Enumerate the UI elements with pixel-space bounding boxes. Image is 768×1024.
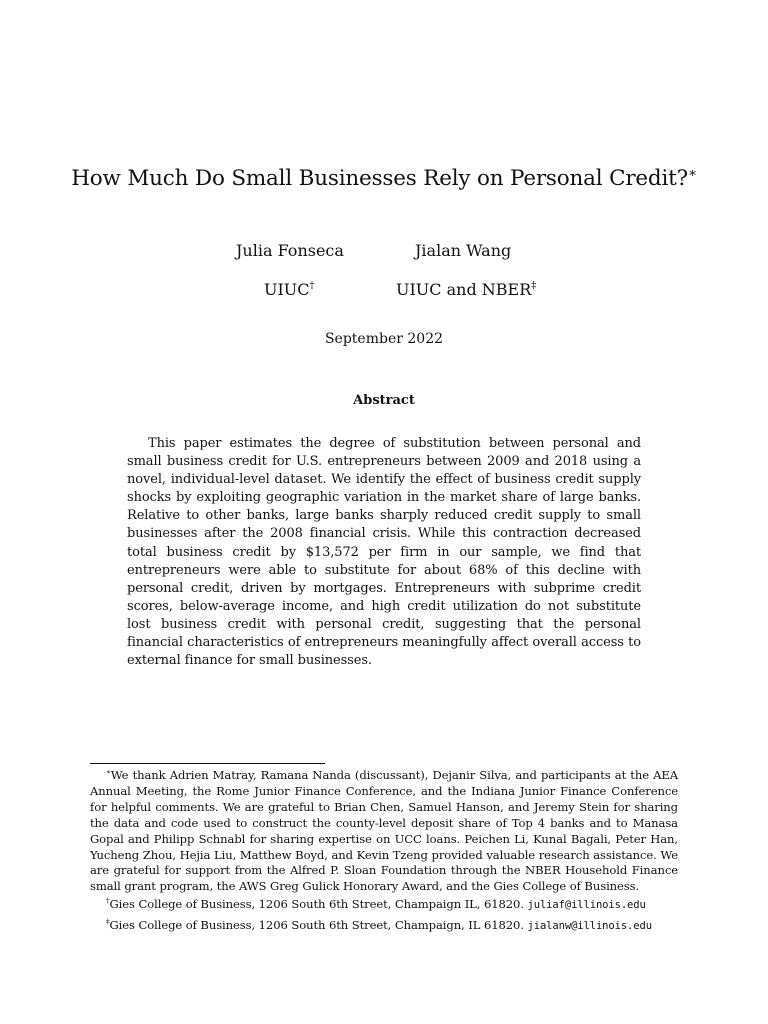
affiliation-mark-2: ‡ <box>531 280 537 292</box>
footnote-thanks-text: We thank Adrien Matray, Ramana Nanda (discussant), Dejanir Silva, and participants at the AEA Annual Meeting, the Rome Junior Finance Conference, and the Indiana Junior Finance Conference for helpful comments. We are grateful to Brian Chen, Samuel Hanson, and Jeremy Stein for sharing the data and code used to construct the county-level deposit share of Top 4 banks and to Manasa Gopal and Philipp Schnabl for sharing expertise on UCC loans. Peichen Li, Kunal Bagali, Peter Han, Yucheng Zhou, Hejia Liu, Matthew Boyd, and Kevin Tzeng provided valuable research assistance. We are grateful for support from the Alfred P. Sloan Foundation through the NBER Household Finance small grant program, the AWS Greg Gulick Honorary Award, and the Gies College of Business. <box>90 768 678 894</box>
footnote-author-2-address: Gies College of Business, 1206 South 6th Street, Champaign, IL 61820. <box>109 918 524 932</box>
paper-date: September 2022 <box>324 331 444 347</box>
title-footnote-mark: ∗ <box>687 165 697 181</box>
footnote-author-1-mark: † <box>106 896 110 906</box>
abstract-body: This paper estimates the degree of substitution between personal and small business credit for U.S. entrepreneurs between 2009 and 2018 using a novel, individual-level dataset. We identify the effect of business credit supply shocks by exploiting geographic variation in the market share of large banks. Relative to other banks, large banks sharply reduced credit supply to small businesses after the 2008 financial crisis. While this contraction decreased total business credit by $13,572 per firm in our sample, we find that entrepreneurs were able to substitute for about 68% of this decline with personal credit, driven by mortgages. Entrepreneurs with subprime credit scores, below-average income, and high credit utilization do not substitute lost business credit with personal credit, suggesting that the personal financial characteristics of entrepreneurs meaningfully affect overall access to external finance for small businesses. <box>127 436 641 669</box>
author-name-2: Jialan Wang <box>415 241 512 260</box>
footnote-author-1-address: Gies College of Business, 1206 South 6th Street, Champaign IL, 61820. <box>109 897 524 911</box>
footnote-thanks-mark: ∗ <box>106 767 111 777</box>
footnote-author-2 <box>90 918 678 935</box>
author-affiliation-1 <box>264 280 314 299</box>
footnote-author-2-mark: ‡ <box>106 917 110 927</box>
author-affiliation-2 <box>396 280 536 299</box>
footnote-author-1 <box>90 897 678 914</box>
abstract-heading: Abstract <box>353 393 415 408</box>
footnote-rule <box>90 763 325 764</box>
affiliation-text-1: UIUC <box>264 280 310 299</box>
footnote-author-1-email[interactable]: juliaf@illinois.edu <box>527 899 646 911</box>
footnote-thanks <box>90 768 678 895</box>
paper-title <box>0 166 768 191</box>
title-text: How Much Do Small Businesses Rely on Personal Credit? <box>71 166 688 191</box>
footnote-author-2-email[interactable]: jialanw@illinois.edu <box>527 920 652 932</box>
author-name-1: Julia Fonseca <box>236 241 344 260</box>
affiliation-text-2: UIUC and NBER <box>396 280 532 299</box>
affiliation-mark-1: † <box>309 280 315 292</box>
